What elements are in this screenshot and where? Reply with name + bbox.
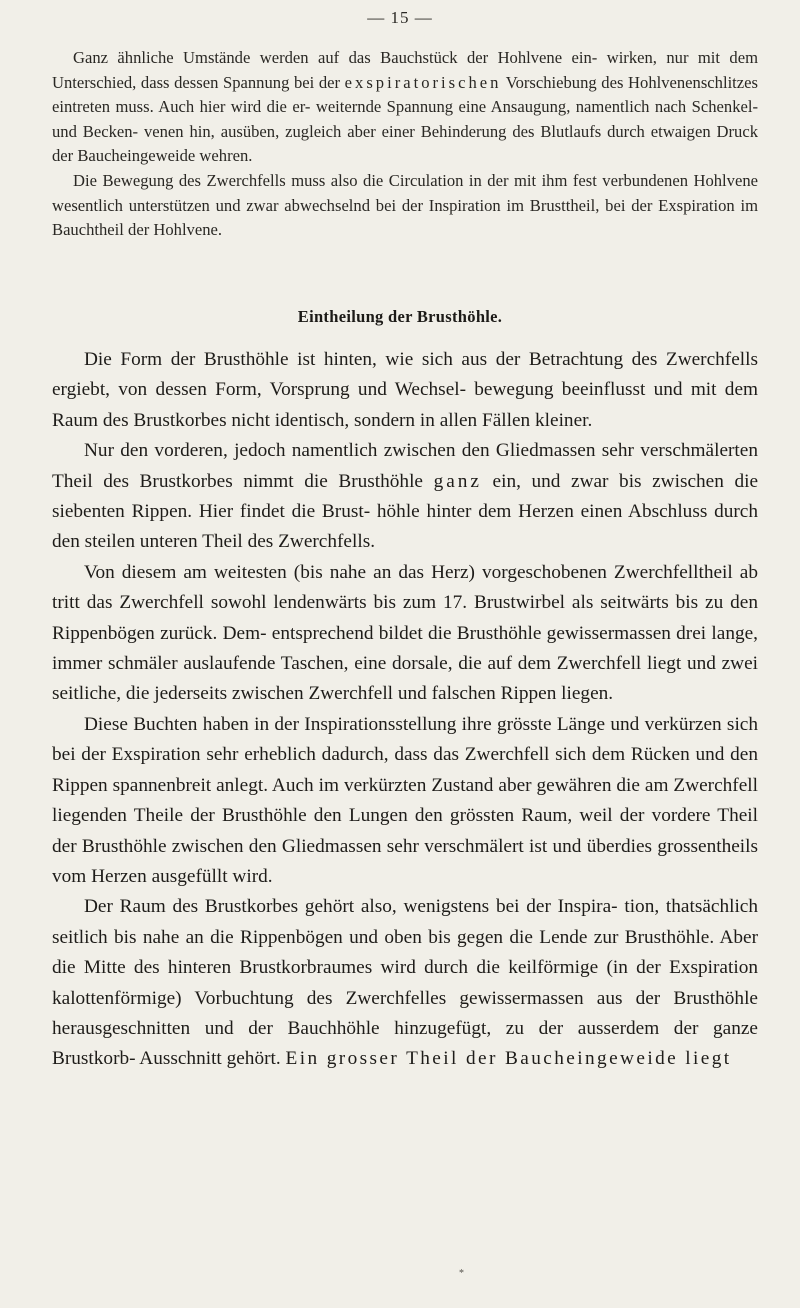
body-paragraph-4: Diese Buchten haben in der Inspirationsstellung ihre grösste Länge und verkürzen sich bei der Exspiration sehr erheblich dadurch, dass das Zwerchfell sich dem Rücken und den Rippen spannenbreit anlegt. Auch im verkürzten Zustand aber gewähren die am Zwerchfell liegenden Theile der Brusthöhle den Lungen den grössten Raum, weil der vordere Theil der Brusthöhle zwischen den Gliedmassen sehr verschmälert ist und überdies grossentheils vom Herzen ausgefüllt wird. (52, 713, 758, 887)
spaced-emphasis: Ein grosser Theil der Baucheingeweide liegt (285, 1048, 732, 1070)
bottom-mark: * (459, 1268, 464, 1279)
body-paragraph-1: Die Form der Brusthöhle ist hinten, wie sich aus der Betrachtung des Zwerchfells ergiebt, von dessen Form, Vorsprung und Wechsel- bewegung beeinflusst und mit dem Raum des Brustkorbes nicht identisch, sondern in allen Fällen kleiner. (52, 349, 758, 431)
spaced-emphasis: exspiratorischen (344, 72, 502, 92)
body-paragraph-3: Von diesem am weitesten (bis nahe an das Herz) vorgeschobenen Zwerchfelltheil ab tritt das Zwerchfell sowohl lendenwärts bis zum 17. Brustwirbel als seitwärts bis zu den Rippenbögen zurück. Dem- entsprechend bildet die Brusthöhle gewissermassen drei lange, immer schmäler auslaufende Taschen, eine dorsale, die auf dem Zwerchfell liegt und zwei seitliche, die jederseits zwischen Zwerchfell und falschen Rippen liegen. (52, 561, 758, 705)
body-paragraph-5: Der Raum des Brustkorbes gehört also, wenigstens bei der Inspira- tion, thatsächlich seitlich bis nahe an die Rippenbögen und oben bis gegen die Lende zur Brusthöhle. Aber die Mitte des hinteren Brustkorbraumes wird durch die keilförmige (in der Exspiration kalottenförmige) Vorbuchtung des Zwerchfelles gewissermassen aus der Brusthöhle herausgeschnitten und der Bauchhöhle hinzugefügt, zu der ausserdem der ganze Brustkorb- Ausschnitt gehört. Ein grosser Theil der Baucheingeweide liegt (52, 896, 758, 1070)
spaced-emphasis: ganz (433, 470, 482, 492)
intro-text (52, 46, 758, 243)
intro-paragraph-1: Ganz ähnliche Umstände werden auf das Bauchstück der Hohlvene ein- wirken, nur mit dem Unterschied, dass dessen Spannung bei der exspiratorischen Vorschiebung des Hohlvenenschlitzes eintreten muss. Auch hier wird die er- weiternde Spannung eine Ansaugung, namentlich nach Schenkel- und Becken- venen hin, ausüben, zugleich aber einer Behinderung des Blutlaufs durch etwaigen Druck der Baucheingeweide wehren. (52, 48, 758, 166)
main-text (52, 345, 758, 1075)
section-heading: Eintheilung der Brusthöhle. (297, 307, 503, 326)
intro-paragraph-2: Die Bewegung des Zwerchfells muss also die Circulation in der mit ihm fest verbundenen Hohlvene wesentlich unterstützen und zwar abwechselnd bei der Inspiration im Brusttheil, bei der Exspiration im Bauchtheil der Hohlvene. (52, 170, 758, 240)
page-number: — 15 — (367, 8, 433, 27)
body-paragraph-2: Nur den vorderen, jedoch namentlich zwischen den Gliedmassen sehr verschmälerten Theil des Brustkorbes nimmt die Brusthöhle ganz ein, und zwar bis zwischen die siebenten Rippen. Hier findet die Brust- höhle hinter dem Herzen einen Abschluss durch den steilen unteren Theil des Zwerchfells. (52, 440, 759, 553)
